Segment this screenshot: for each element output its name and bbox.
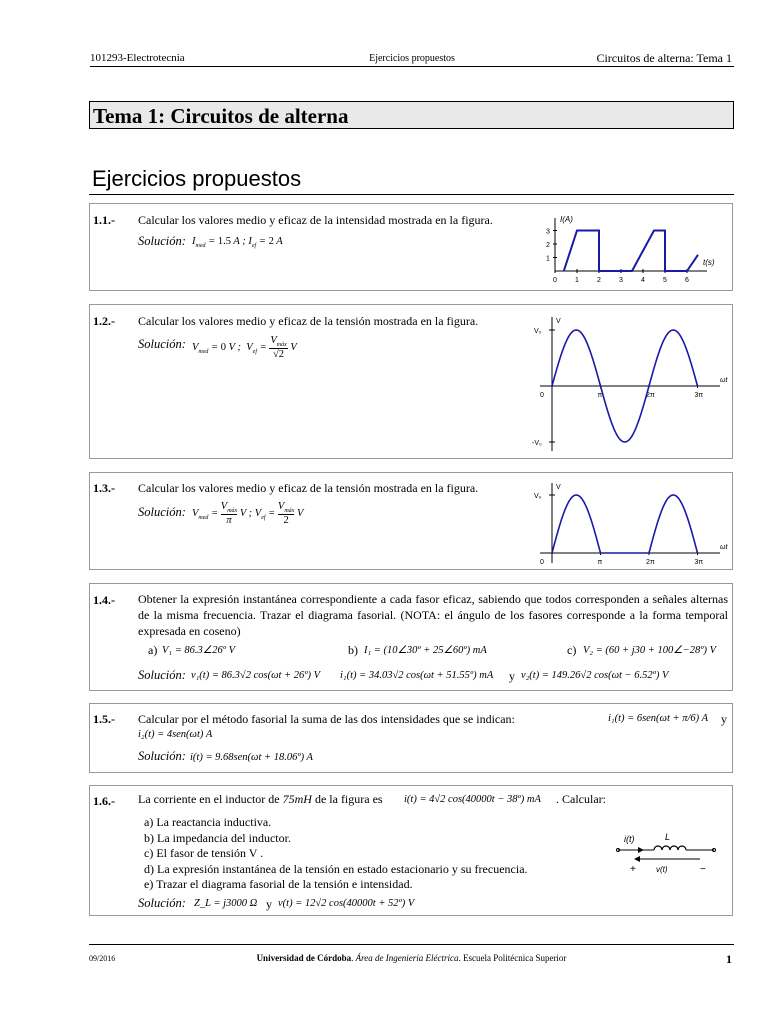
page-footer bbox=[89, 944, 734, 966]
conjunction-y: y bbox=[721, 712, 727, 726]
solution-conjunction: y bbox=[266, 897, 272, 911]
x-tick-label: 2π bbox=[646, 559, 655, 566]
x-tick-label: 0 bbox=[540, 559, 544, 566]
x-tick-label: 4 bbox=[641, 277, 645, 284]
solution-v1: v₁(t) = 86.3√2 cos(ωt + 26º) V bbox=[191, 670, 321, 681]
current-series-line bbox=[564, 231, 698, 272]
x-axis-label: ωt bbox=[720, 377, 728, 384]
current-i1: i₁(t) = 6sen(ωt + π/6) A bbox=[608, 713, 708, 724]
current-plot bbox=[546, 215, 715, 284]
y-tick-label: -V₀ bbox=[532, 440, 542, 447]
solution-i1: i₁(t) = 34.03√2 cos(ωt + 51.55º) mA bbox=[340, 670, 494, 681]
x-tick-label: π bbox=[597, 559, 603, 566]
item-a-expression: V₁ = 86.3∠26º V bbox=[162, 645, 235, 656]
inductor-label: L bbox=[665, 832, 671, 842]
exercise-1-6 bbox=[89, 785, 733, 916]
solution-label: Solución: bbox=[138, 896, 186, 910]
item-c-expression: V₂ = (60 + j30 + 100∠−28º) V bbox=[583, 645, 717, 656]
exercise-statement: Calcular los valores medio y eficaz de la tensión mostrada en la figura. bbox=[138, 481, 479, 495]
footer-date: 09/2016 bbox=[89, 954, 116, 963]
rectified-plot bbox=[534, 483, 728, 566]
current-label: i(t) bbox=[624, 834, 635, 844]
x-axis-label: t(s) bbox=[703, 258, 715, 267]
current-i2: i₂(t) = 4sen(ωt) A bbox=[138, 729, 213, 740]
y-tick-label: 2 bbox=[546, 242, 550, 249]
x-tick-label: 2 bbox=[597, 277, 601, 284]
school-name: Escuela Politécnica Superior bbox=[462, 953, 567, 963]
solution-label: Solución: bbox=[138, 234, 186, 248]
exercise-number: 1.5.- bbox=[93, 712, 115, 726]
footer-institution: Universidad de Córdoba. Área de Ingeniería Eléctrica. Escuela Politécnica Superior bbox=[256, 953, 567, 963]
item-c-label: c) bbox=[567, 643, 577, 657]
section-title: Ejercicios propuestos bbox=[92, 166, 302, 191]
solution-conjunction: y bbox=[509, 669, 515, 683]
section-divider bbox=[89, 194, 734, 195]
y-tick-label: 1 bbox=[546, 255, 550, 263]
header-center: Ejercicios propuestos bbox=[369, 53, 455, 64]
solution-expression: $V_{med} = 0$ V ; $V_{ef}$ = $V_{máx}$ √2 V bbox=[192, 335, 297, 361]
item-b-label: b) bbox=[348, 643, 358, 657]
y-tick-label: V₀ bbox=[534, 493, 542, 500]
voltage-arrow-head-icon bbox=[634, 856, 640, 862]
solution-label: Solución: bbox=[138, 337, 186, 351]
exercise-1-5 bbox=[89, 703, 733, 773]
x-tick-label: 3π bbox=[694, 392, 704, 399]
solution-voltage: v(t) = 12√2 cos(40000t + 52º) V bbox=[278, 898, 415, 909]
task-list bbox=[144, 815, 528, 893]
course-name: 101293-Electrotecnia bbox=[90, 52, 185, 64]
y-axis-label: V bbox=[556, 484, 561, 491]
exercise-number: 1.1.- bbox=[93, 213, 115, 227]
tema-title: Tema 1: Circuitos de alterna bbox=[89, 101, 734, 129]
voltage-label: v(t) bbox=[656, 865, 668, 874]
task-item: d) La expresión instantánea de la tensión en estado estacionario y su frecuencia. bbox=[144, 861, 528, 876]
exercise-statement: Obtener la expresión instantánea correspondiente a cada fasor eficaz, sabiendo que todos corresponden a señales alternas de la misma frecuencia. Trazar el diagrama fasorial. (NOTA: el ángulo de los fasores corresponde a la forma temporal expresada en coseno) bbox=[138, 592, 728, 638]
minus-sign: − bbox=[700, 864, 706, 875]
x-tick-label: 3 bbox=[619, 277, 623, 284]
x-tick-label: 0 bbox=[553, 277, 557, 284]
statement-pre: La corriente en el inductor de bbox=[138, 792, 280, 806]
solution-expression: $V_{med}$ = $V_{máx}$ π V ; $V_{ef}$ = $V_{máx}$ 2 V bbox=[192, 501, 304, 527]
solution-expression: $I_{med} = 1.5$ A ; $I_{ef} = 2$ A bbox=[192, 236, 283, 250]
inductor-current: i(t) = 4√2 cos(40000t − 38º) mA bbox=[404, 794, 541, 805]
solution-impedance: Z_L = j3000 Ω bbox=[194, 898, 258, 909]
exercise-1-3 bbox=[89, 472, 733, 570]
exercise-number: 1.2.- bbox=[93, 314, 115, 328]
y-tick-label: V₀ bbox=[534, 328, 542, 335]
task-item: b) La impedancia del inductor. bbox=[144, 830, 291, 845]
exercise-statement: Calcular por el método fasorial la suma de las dos intensidades que se indican: bbox=[138, 712, 515, 726]
item-b-expression: I₁ = (10∠30º + 25∠60º) mA bbox=[364, 645, 487, 656]
exercise-statement bbox=[138, 791, 383, 807]
y-axis-label: V bbox=[556, 318, 561, 325]
task-item: a) La reactancia inductiva. bbox=[144, 815, 272, 829]
exercise-statement: Calcular los valores medio y eficaz de la tensión mostrada en la figura. bbox=[138, 314, 479, 328]
exercise-statement: Calcular los valores medio y eficaz de la intensidad mostrada en la figura. bbox=[138, 213, 493, 227]
exercise-number: 1.6.- bbox=[93, 794, 115, 808]
y-tick-label: 3 bbox=[546, 228, 550, 236]
exercise-1-4 bbox=[89, 583, 733, 691]
solution-label: Solución: bbox=[138, 668, 186, 682]
task-item: e) Trazar el diagrama fasorial de la tensión e intensidad. bbox=[144, 877, 413, 891]
task-item: c) El fasor de tensión V . bbox=[144, 846, 264, 860]
inductance-value: 75mH bbox=[282, 792, 312, 806]
page-number: 1 bbox=[726, 952, 732, 966]
solution-expression: i(t) = 9.68sen(ωt + 18.06º) A bbox=[190, 752, 313, 763]
y-axis-label: I(A) bbox=[560, 215, 573, 224]
x-tick-label: 6 bbox=[685, 277, 689, 284]
current-arrow-icon bbox=[638, 847, 644, 853]
item-a-label: a) bbox=[148, 643, 158, 657]
rectified-waveform-chart bbox=[530, 479, 730, 567]
university-name: Universidad de Córdoba bbox=[256, 953, 352, 963]
statement-mid: de la figura es bbox=[314, 792, 383, 806]
exercise-1-1 bbox=[89, 203, 733, 291]
inductor-circuit-diagram bbox=[610, 828, 722, 878]
x-tick-label: 5 bbox=[663, 277, 667, 284]
solution-label: Solución: bbox=[138, 749, 186, 763]
inductor-coil-icon bbox=[654, 846, 686, 850]
sine-waveform-chart bbox=[530, 313, 730, 455]
voltage-series-line bbox=[552, 495, 698, 553]
x-tick-label: 2π bbox=[646, 392, 655, 399]
sine-plot bbox=[532, 317, 728, 451]
x-tick-label: 1 bbox=[575, 277, 579, 284]
x-tick-label: π bbox=[597, 392, 603, 399]
page-header bbox=[90, 50, 734, 67]
solution-v2: v₂(t) = 149.26√2 cos(ωt − 6.52º) V bbox=[521, 670, 669, 681]
x-tick-label: 3π bbox=[694, 559, 704, 566]
x-axis-label: ωt bbox=[720, 544, 728, 551]
x-tick-label: 0 bbox=[540, 392, 544, 399]
plus-sign: + bbox=[630, 864, 636, 875]
solution-label: Solución: bbox=[138, 505, 186, 519]
current-waveform-chart bbox=[535, 212, 725, 290]
exercise-number: 1.3.- bbox=[93, 481, 115, 495]
area-name: Área de Ingeniería Eléctrica bbox=[355, 953, 459, 963]
statement-post: . Calcular: bbox=[556, 792, 606, 806]
exercise-1-2 bbox=[89, 304, 733, 459]
exercise-number: 1.4.- bbox=[93, 593, 115, 607]
chapter-name: Circuitos de alterna: Tema 1 bbox=[596, 51, 732, 65]
